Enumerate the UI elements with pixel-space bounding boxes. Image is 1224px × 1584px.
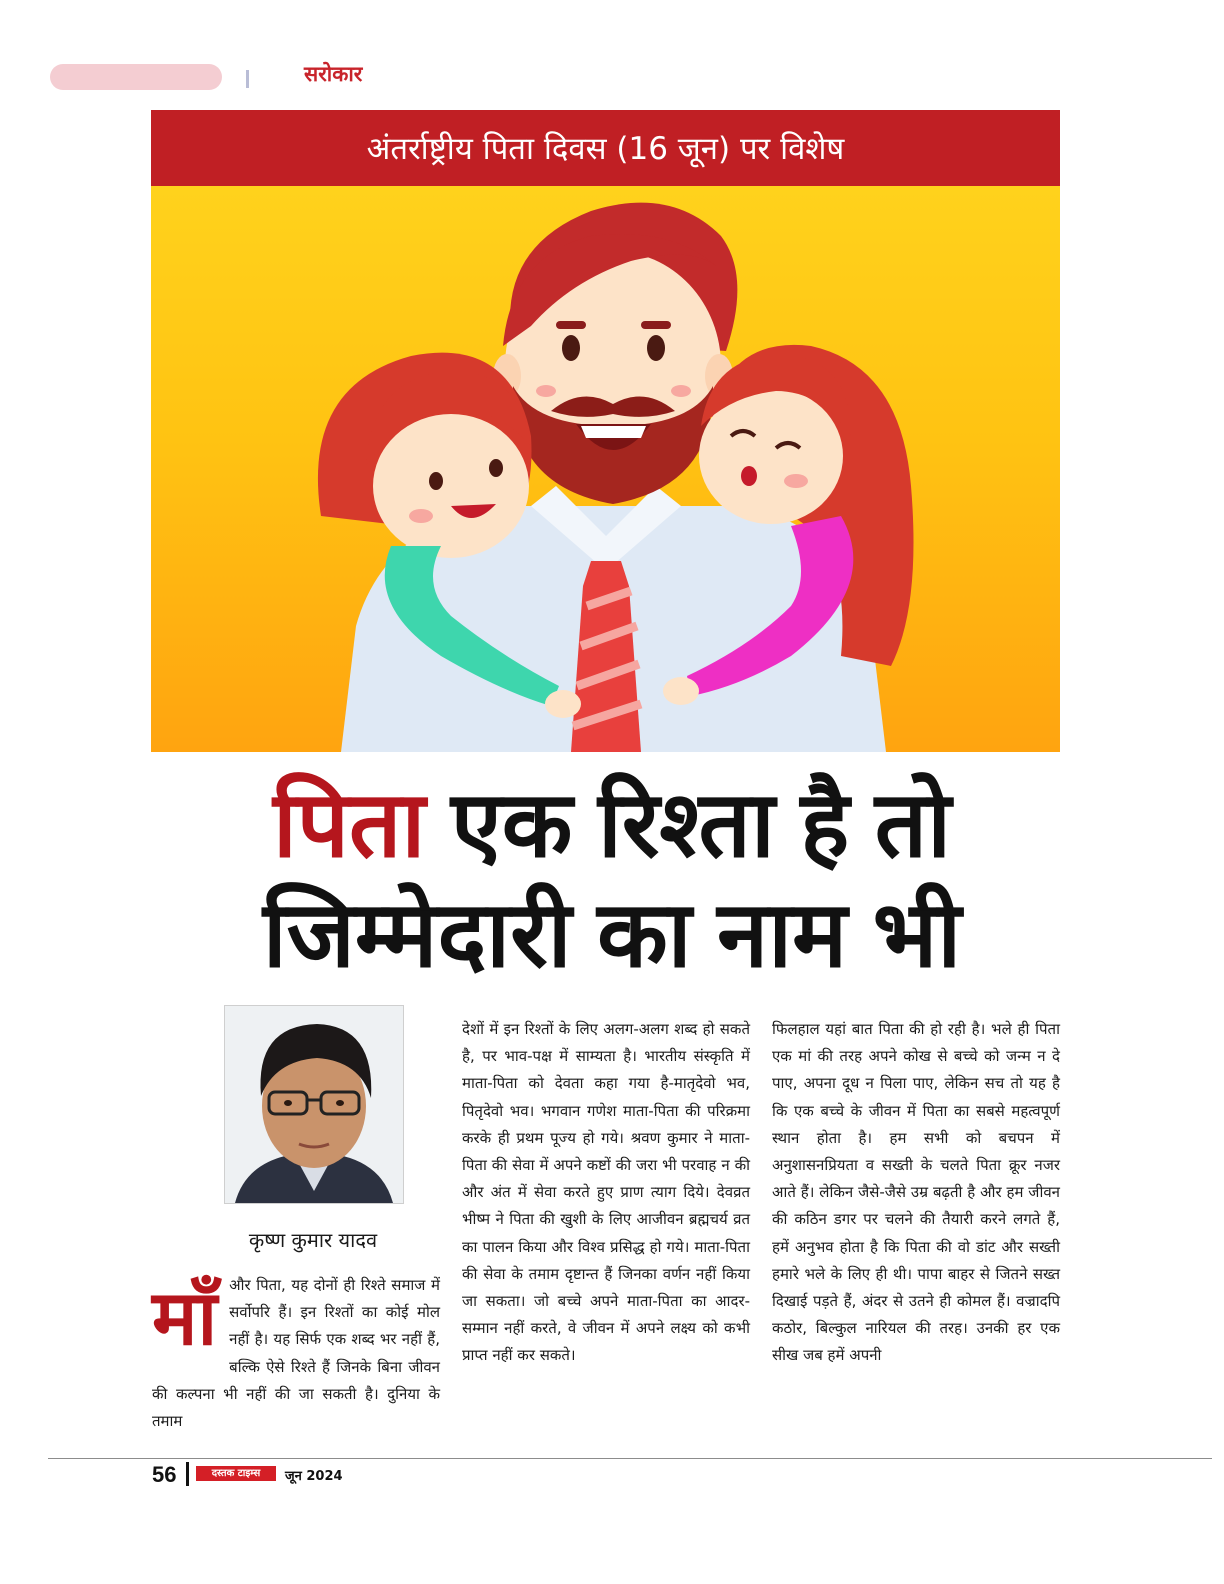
section-label: सरोकार: [304, 62, 363, 86]
page-number: 56: [152, 1462, 177, 1487]
headline-line-1-rest: एक रिश्ता है तो: [425, 774, 952, 876]
special-banner: [151, 110, 1060, 186]
footer-rule: [48, 1458, 1212, 1459]
header-separator: [246, 70, 249, 88]
article-column-2: देशों में इन रिश्तों के लिए अलग-अलग शब्द हो सकते है, पर भाव-पक्ष में साम्यता है। भारतीय संस्कृति में माता-पिता को देवता कहा गया है-मातृदेवो भव, पितृदेवो भव। भगवान गणेश माता-पिता की परिक्रमा करके ही प्रथम पूज्य हो गये। श्रवण कुमार ने माता-पिता की सेवा में अपने कष्टों की जरा भी परवाह न की और अंत में सेवा करते हुए प्राण त्याग दिये। देवव्रत भीष्म ने पिता की खुशी के लिए आजीवन ब्रह्मचर्य व्रत का पालन किया और विश्व प्रसिद्ध हो गये। माता-पिता की सेवा के तमाम दृष्टान्त हैं जिनका वर्णन नहीं किया जा सकता। जो बच्चे अपने माता-पिता का आदर-सम्मान नहीं करते, वे जीवन में अपने लक्ष्य को कभी प्राप्त नहीं कर सकते।: [462, 1020, 750, 1365]
magazine-logo: दस्तक टाइम्स: [196, 1466, 276, 1481]
footer-separator: [186, 1462, 189, 1486]
author-photo: [224, 1005, 404, 1204]
drop-cap: माँ: [152, 1276, 218, 1361]
author-name: कृष्ण कुमार यादव: [248, 1228, 378, 1252]
article-column-3: फिलहाल यहां बात पिता की हो रही है। भले ही पिता एक मां की तरह अपने कोख से बच्चे को जन्म न दे पाए, अपना दूध न पिला पाए, लेकिन सच तो यह है कि एक बच्चे के जीवन में पिता का सबसे महत्वपूर्ण स्थान होता है। हम सभी को बचपन में अनुशासनप्रियता व सख्ती के चलते पिता क्रूर नजर आते हैं। लेकिन जैसे-जैसे उम्र बढ़ती है और हम जीवन की कठिन डगर पर चलने की तैयारी करने लगते हैं, हमें अनुभव होता है कि पिता की वो डांट और सख्ती हमारे भले के लिए ही थी। पापा बाहर से जितने सख्त दिखाई पड़ते हैं, अंदर से उतने ही कोमल हैं। वज्रादपि कठोर, बिल्कुल नारियल की तरह। उनकी हर एक सीख जब हमें अपनी: [772, 1020, 1060, 1365]
father-children-illustration: [151, 186, 1060, 752]
article-headline: [60, 770, 1164, 990]
headline-highlight: पिता: [272, 774, 426, 876]
column-1-text: और पिता, यह दोनों ही रिश्ते समाज में सर्वोपरि हैं। इन रिश्तों का कोई मोल नहीं है। यह सिर्फ एक शब्द भर नहीं हैं, बल्कि ऐसे रिश्ते हैं जिनके बिना जीवन की कल्पना भी नहीं की जा सकती है। दुनिया के तमाम: [152, 1276, 440, 1431]
headline-line-2: जिम्मेदारी का नाम भी: [262, 884, 962, 986]
banner-text: अंतर्राष्ट्रीय पिता दिवस (16 जून) पर विशेष: [366, 131, 845, 167]
fathers-day-illustration: [151, 186, 1060, 752]
issue-date: जून 2024: [285, 1469, 343, 1484]
headline-line-1: [60, 770, 1164, 880]
article-column-1: [152, 1272, 440, 1435]
header-pill: [50, 64, 222, 90]
author-portrait: [225, 1006, 403, 1203]
